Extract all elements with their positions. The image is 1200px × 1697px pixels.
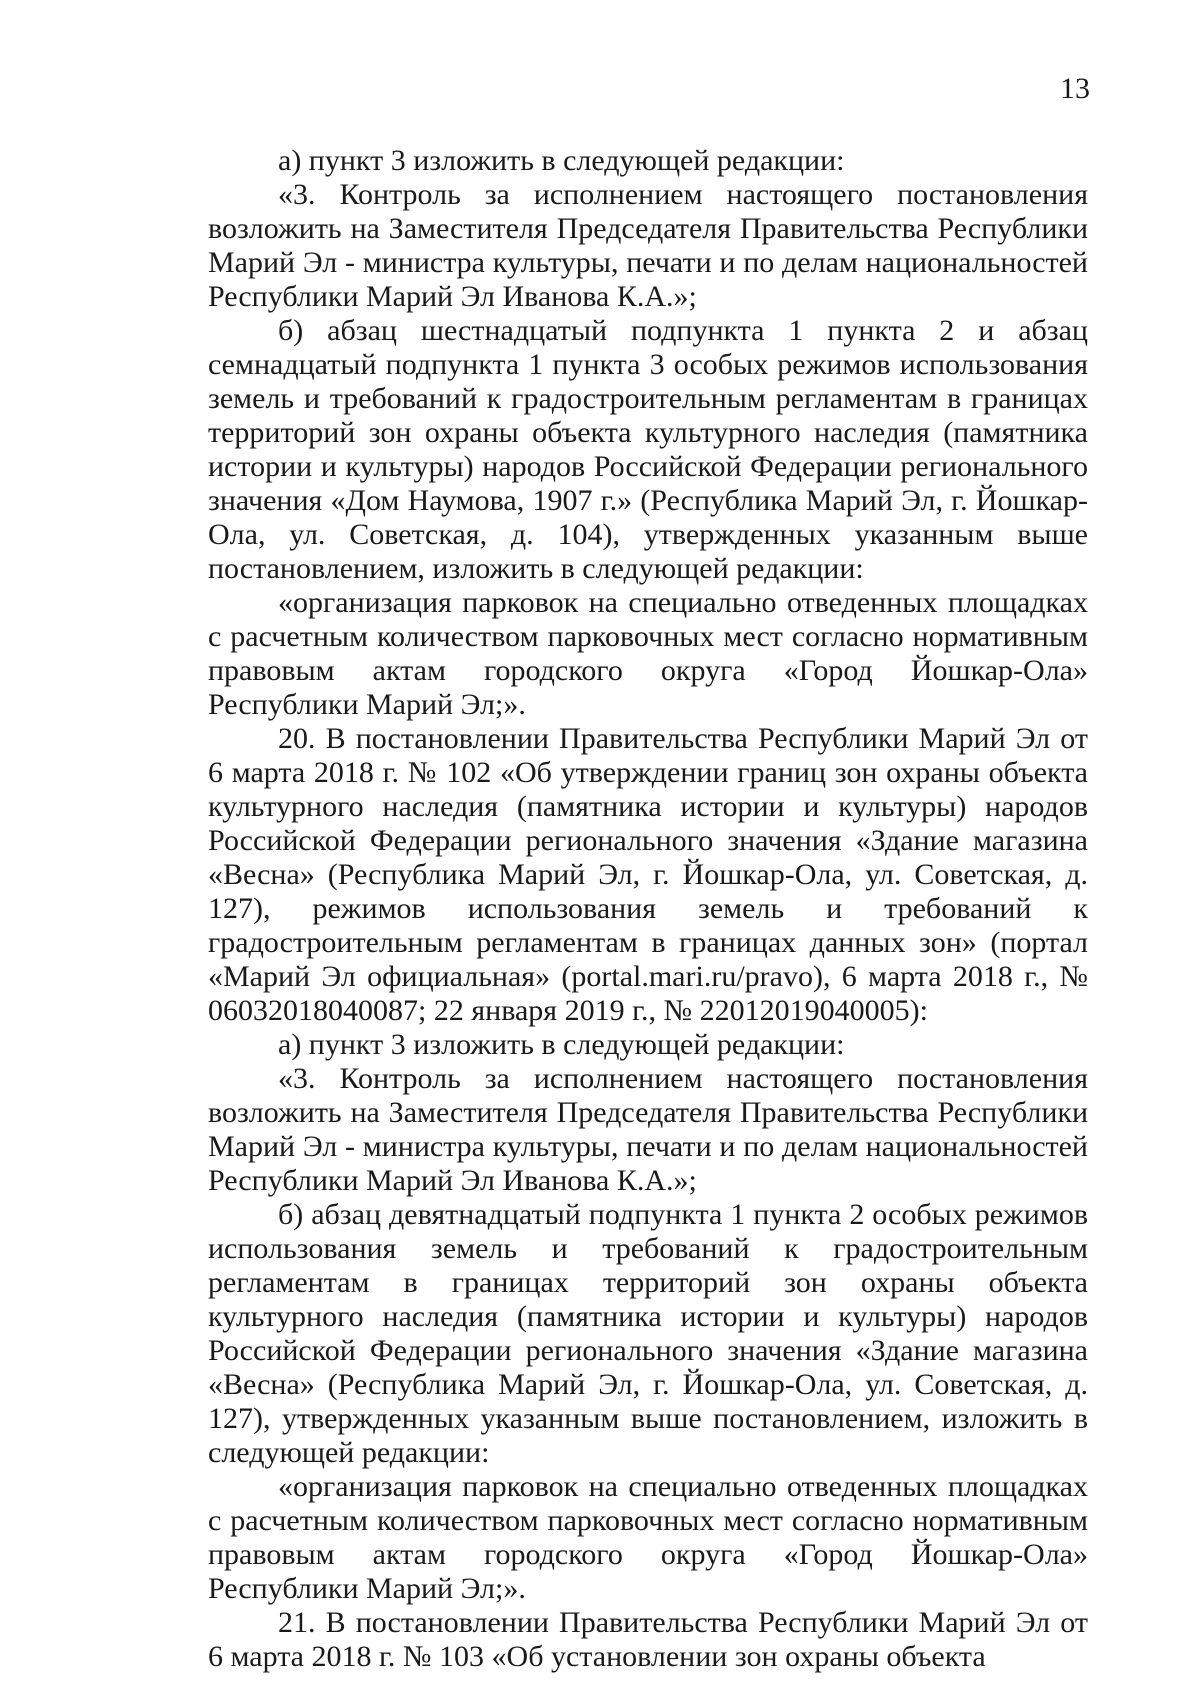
paragraph: 20. В постановлении Правительства Республики Марий Эл от 6 марта 2018 г. № 102 «Об утверждении границ зон охраны объекта культурного наследия (памятника истории и культуры) народов Российской Федерации регионального значения «Здание магазина «Весна» (Республика Марий Эл, г. Йошкар-Ола, ул. Советская, д. 127), режимов использования земель и требований к градостроительным регламентам в границах данных зон» (портал «Марий Эл официальная» (portal.mari.ru/pravo), 6 марта 2018 г., № 06032018040087; 22 января 2019 г., № 22012019040005):	[208, 722, 1088, 1027]
paragraph: «организация парковок на специально отведенных площадках с расчетным количеством парковочных мест согласно нормативным правовым актам городского округа «Город Йошкар-Ола» Республики Марий Эл;».	[208, 586, 1088, 721]
document-body	[208, 144, 1088, 1674]
paragraph: б) абзац девятнадцатый подпункта 1 пункта 2 особых режимов использования земель и требований к градостроительным регламентам в границах территорий зон охраны объекта культурного наследия (памятника истории и культуры) народов Российской Федерации регионального значения «Здание магазина «Весна» (Республика Марий Эл, г. Йошкар-Ола, ул. Советская, д. 127), утвержденных указанным выше постановлением, изложить в следующей редакции:	[208, 1198, 1088, 1469]
paragraph: а) пункт 3 изложить в следующей редакции:	[278, 144, 845, 177]
paragraph: «3. Контроль за исполнением настоящего постановления возложить на Заместителя Председателя Правительства Республики Марий Эл - министра культуры, печати и по делам национальностей Республики Марий Эл Иванова К.А.»;	[208, 178, 1088, 313]
paragraph: а) пункт 3 изложить в следующей редакции:	[278, 1028, 845, 1061]
paragraph: «организация парковок на специально отведенных площадках с расчетным количеством парковочных мест согласно нормативным правовым актам городского округа «Город Йошкар-Ола» Республики Марий Эл;».	[208, 1470, 1088, 1605]
paragraph: 21. В постановлении Правительства Республики Марий Эл от 6 марта 2018 г. № 103 «Об установлении зон охраны объекта	[208, 1606, 1088, 1673]
paragraph: б) абзац шестнадцатый подпункта 1 пункта 2 и абзац семнадцатый подпункта 1 пункта 3 особых режимов использования земель и требований к градостроительным регламентам в границах территорий зон охраны объекта культурного наследия (памятника истории и культуры) народов Российской Федерации регионального значения «Дом Наумова, 1907 г.» (Республика Марий Эл, г. Йошкар-Ола, ул. Советская, д. 104), утвержденных указанным выше постановлением, изложить в следующей редакции:	[208, 314, 1088, 585]
page-number: 13	[1060, 72, 1090, 105]
paragraph: «3. Контроль за исполнением настоящего постановления возложить на Заместителя Председателя Правительства Республики Марий Эл - министра культуры, печати и по делам национальностей Республики Марий Эл Иванова К.А.»;	[208, 1062, 1088, 1197]
